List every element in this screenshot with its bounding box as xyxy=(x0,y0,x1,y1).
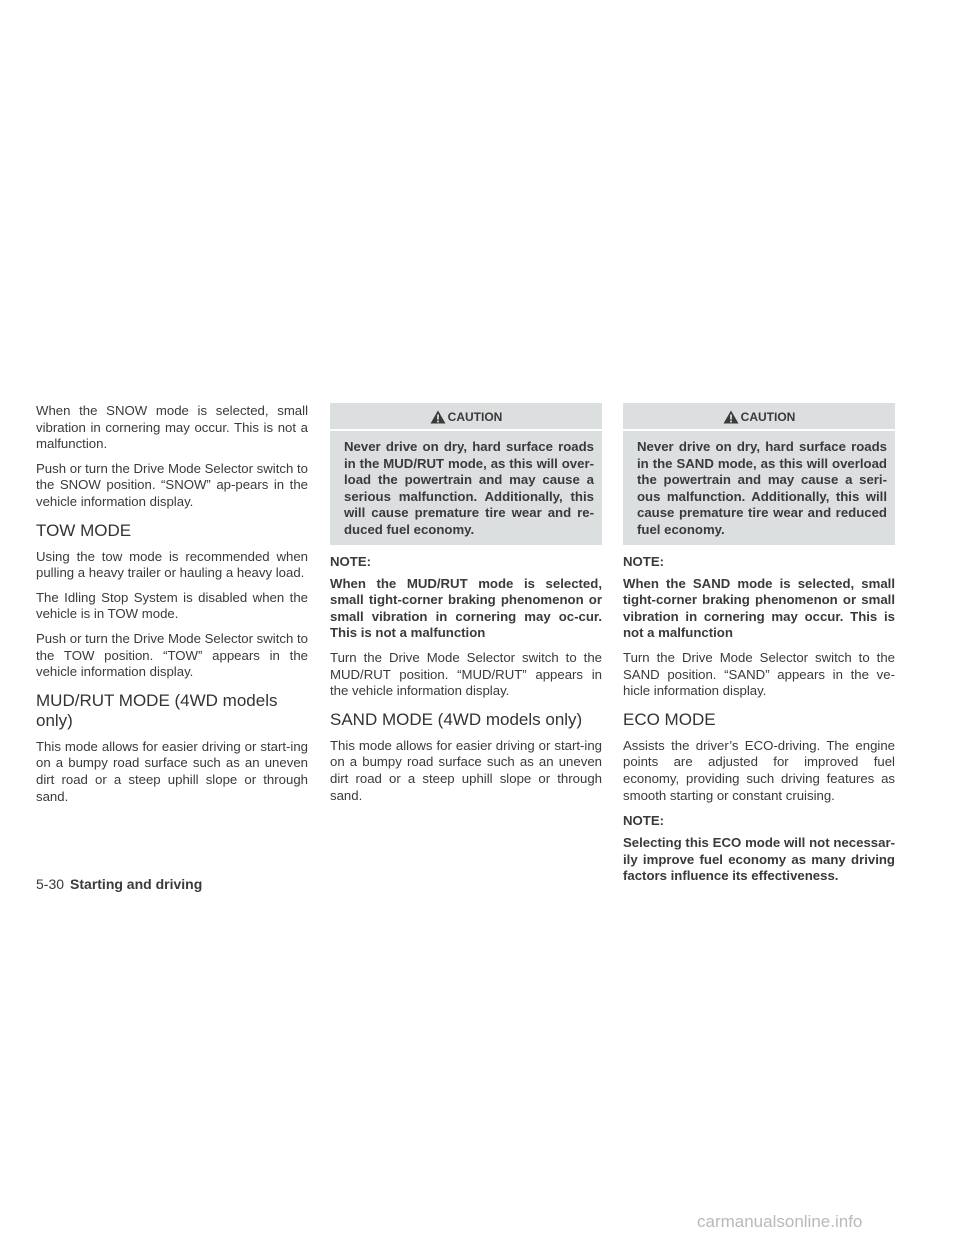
note-text: When the MUD/RUT mode is selected, small tight-corner braking phenomenon or small vibration in cornering may oc-cur. This is not a malfunction xyxy=(330,575,602,641)
note-text: When the SAND mode is selected, small tight-corner braking phenomenon or small vibration in cornering may occur. This is not a malfunction xyxy=(623,575,895,641)
caution-text: Never drive on dry, hard surface roads in the SAND mode, as this will overload the powertrain and may cause a seri-ous malfunction. Additionally, this will cause premature tire wear and reduced fuel economy. xyxy=(637,439,887,537)
note-label: NOTE: xyxy=(623,553,665,569)
tow-idling-text: The Idling Stop System is disabled when the vehicle is in TOW mode. xyxy=(36,589,308,622)
note-label: NOTE: xyxy=(330,553,372,569)
snow-vibration-text: When the SNOW mode is selected, small vibration in cornering may occur. This is not a malfunction. xyxy=(36,403,308,452)
caution-text: Never drive on dry, hard surface roads in the MUD/RUT mode, as this will over-load the powertrain and may cause a serious malfunction. Additionally, this will cause premature tire wear and re-duced fuel economy. xyxy=(344,439,594,537)
caution-title: CAUTION xyxy=(740,410,796,424)
caution-box-sand xyxy=(623,403,895,545)
tow-mode-heading: TOW MODE xyxy=(36,520,132,540)
mud-rut-description: This mode allows for easier driving or start-ing on a bumpy road surface such as an uneven dirt road or a steep uphill slope or through sand. xyxy=(36,738,308,804)
page-number: 5-30 xyxy=(36,876,65,892)
warning-triangle-icon xyxy=(430,410,446,424)
column-1 xyxy=(36,403,308,813)
caution-box-mud-rut xyxy=(330,403,602,545)
mud-rut-selector-text: Turn the Drive Mode Selector switch to the MUD/RUT position. “MUD/RUT” appears in the vehicle information display. xyxy=(330,649,602,699)
watermark: carmanualsonline.info xyxy=(697,1212,863,1231)
tow-recommend-text: Using the tow mode is recommended when pulling a heavy trailer or hauling a heavy load. xyxy=(36,548,308,581)
caution-header xyxy=(330,403,602,431)
note-text: Selecting this ECO mode will not necessar-ily improve fuel economy as many driving factors influence its effectiveness. xyxy=(623,835,895,884)
sand-mode-heading: SAND MODE (4WD models only) xyxy=(330,709,583,729)
snow-selector-text: Push or turn the Drive Mode Selector switch to the SNOW position. “SNOW” ap-pears in the vehicle information display. xyxy=(36,460,308,509)
column-2 xyxy=(330,403,602,812)
page-footer xyxy=(36,876,202,892)
eco-description: Assists the driver’s ECO-driving. The engine points are adjusted for improved fuel economy, providing such driving features as smooth starting or constant cruising. xyxy=(623,737,895,803)
eco-mode-heading: ECO MODE xyxy=(623,709,716,729)
note-label: NOTE: xyxy=(623,813,665,829)
warning-triangle-icon xyxy=(723,410,739,424)
sand-description: This mode allows for easier driving or start-ing on a bumpy road surface such as an uneven dirt road or a steep uphill slope or through sand. xyxy=(330,737,602,803)
section-title: Starting and driving xyxy=(70,876,203,892)
sand-selector-text: Turn the Drive Mode Selector switch to the SAND position. “SAND” appears in the ve-hicle information display. xyxy=(623,649,895,699)
caution-header xyxy=(623,403,895,431)
tow-selector-text: Push or turn the Drive Mode Selector switch to the TOW position. “TOW” appears in the vehicle information display. xyxy=(36,630,308,680)
column-3 xyxy=(623,403,895,893)
caution-title: CAUTION xyxy=(447,410,503,424)
mud-rut-heading: MUD/RUT MODE (4WD models only) xyxy=(36,690,278,730)
